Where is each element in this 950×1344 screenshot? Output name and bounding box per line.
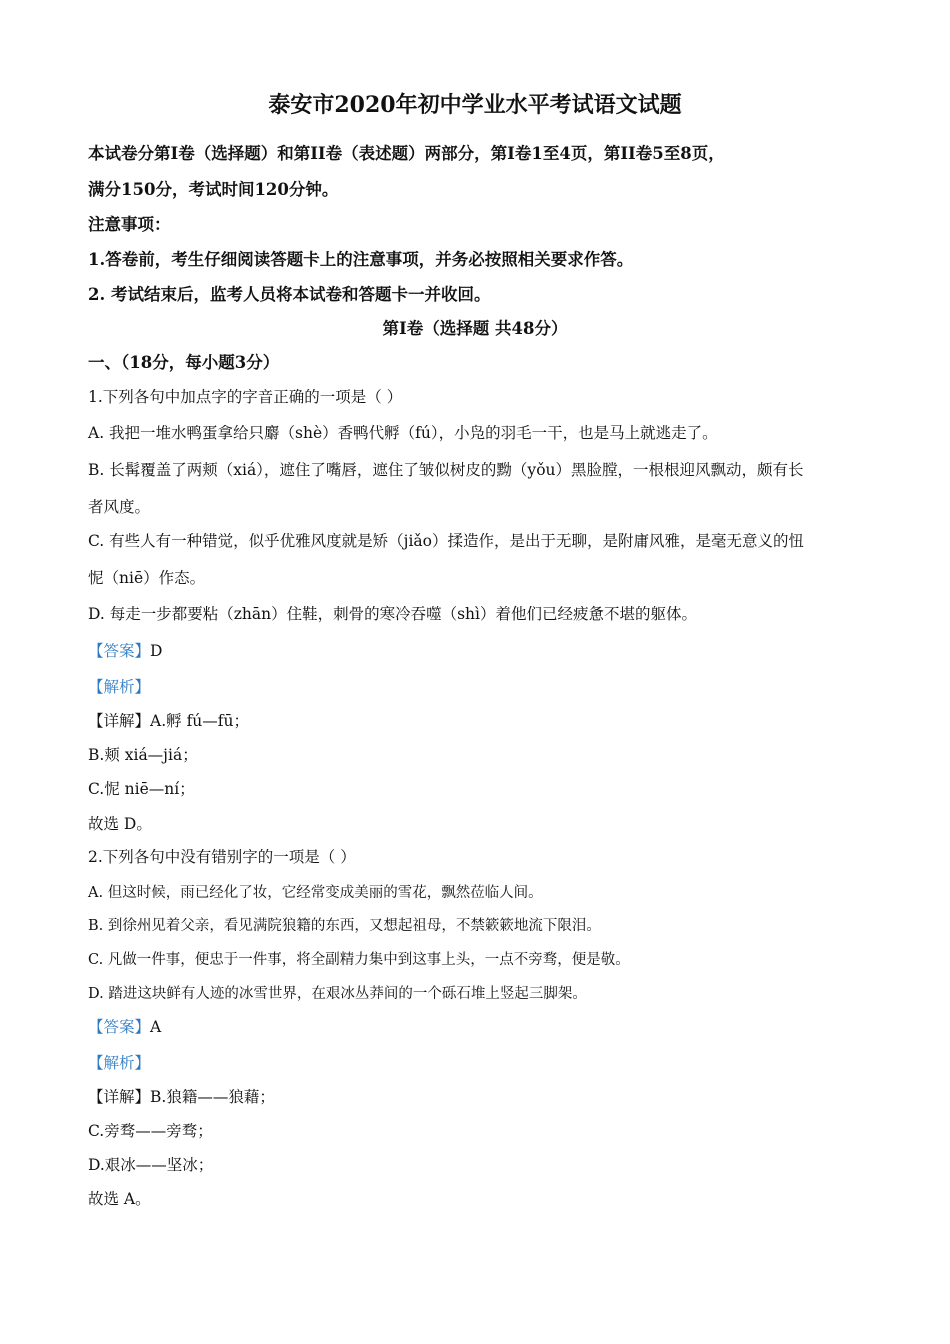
q1-conclusion: 故选 D。 xyxy=(88,815,152,833)
section-heading: 一、（18分，每小题3分） xyxy=(88,353,280,372)
q1-analysis-tag: 【解析】 xyxy=(88,678,151,696)
q1-option-a: A. 我把一堆水鸭蛋拿给只麝（shè）香鸭代孵（fú），小凫的羽毛一干，也是马上就逃走了。 xyxy=(88,424,718,442)
q1-option-c-cont: 怩（niē）作态。 xyxy=(88,569,206,587)
q1-option-c: C. 有些人有一种错觉，似乎优雅风度就是矫（jiǎo）揉造作，是出于无聊，是附庸风雅，是毫无意义的忸 xyxy=(88,532,805,550)
q1-option-b-cont: 者风度。 xyxy=(88,498,151,516)
q1-answer xyxy=(88,640,162,662)
notice-item-2: 2. 考试结束后，监考人员将本试卷和答题卡一并收回。 xyxy=(88,285,491,304)
q2-option-b: B. 到徐州见着父亲，看见满院狼籍的东西，又想起祖母，不禁簌簌地流下限泪。 xyxy=(88,918,601,934)
q2-stem: 2.下列各句中没有错别字的一项是（ ） xyxy=(88,848,356,866)
q2-option-d: D. 踏进这块鲜有人迹的冰雪世界，在艰冰丛莽间的一个砾石堆上竖起三脚架。 xyxy=(88,986,587,1002)
q2-analysis-tag: 【解析】 xyxy=(88,1054,151,1072)
intro-line-1: 本试卷分第I卷（选择题）和第II卷（表述题）两部分，第I卷1至4页，第II卷5至8页， xyxy=(88,144,725,163)
q2-conclusion: 故选 A。 xyxy=(88,1190,151,1208)
answer-tag: 【答案】 xyxy=(88,642,151,660)
q1-stem: 1.下列各句中加点字的字音正确的一项是（ ） xyxy=(88,388,403,406)
q1-option-d: D. 每走一步都要粘（zhān）住鞋，刺骨的寒冷吞噬（shì）着他们已经疲惫不堪的躯体。 xyxy=(88,605,697,623)
detail-text: B.狼籍——狼藉； xyxy=(150,1088,275,1106)
notice-heading: 注意事项： xyxy=(88,215,171,234)
part-heading: 第I卷（选择题 共48分） xyxy=(382,319,568,338)
q2-detail-line-3: D.艰冰——坚冰； xyxy=(88,1156,214,1174)
q1-option-b: B. 长髯覆盖了两颊（xiá），遮住了嘴唇，遮住了皱似树皮的黝（yǒu）黑脸膛，一根根迎风飘动，颇有长 xyxy=(88,461,804,479)
detail-tag: 【详解】 xyxy=(88,1088,151,1106)
answer-value: D xyxy=(150,642,163,660)
q1-detail-line-2: B.颊 xiá—jiá； xyxy=(88,746,198,764)
detail-tag: 【详解】 xyxy=(88,712,151,730)
q1-detail-line-3: C.怩 niē—ní； xyxy=(88,780,195,798)
q2-option-c: C. 凡做一件事，便忠于一件事，将全副精力集中到这事上头，一点不旁骛，便是敬。 xyxy=(88,952,630,968)
q2-detail-line-2: C.旁骛——旁骛； xyxy=(88,1122,213,1140)
detail-text: A.孵 fú—fū； xyxy=(150,712,250,730)
answer-tag: 【答案】 xyxy=(88,1018,151,1036)
exam-title: 泰安市2020年初中学业水平考试语文试题 xyxy=(268,92,682,118)
q1-detail-line-1 xyxy=(88,710,249,732)
answer-value: A xyxy=(150,1018,162,1036)
q2-answer xyxy=(88,1016,161,1038)
q2-option-a: A. 但这时候，雨已经化了妆，它经常变成美丽的雪花，飘然莅临人间。 xyxy=(88,885,543,901)
q2-detail-line-1 xyxy=(88,1086,275,1108)
notice-item-1: 1.答卷前，考生仔细阅读答题卡上的注意事项，并务必按照相关要求作答。 xyxy=(88,250,634,269)
intro-line-2: 满分150分，考试时间120分钟。 xyxy=(88,180,339,199)
